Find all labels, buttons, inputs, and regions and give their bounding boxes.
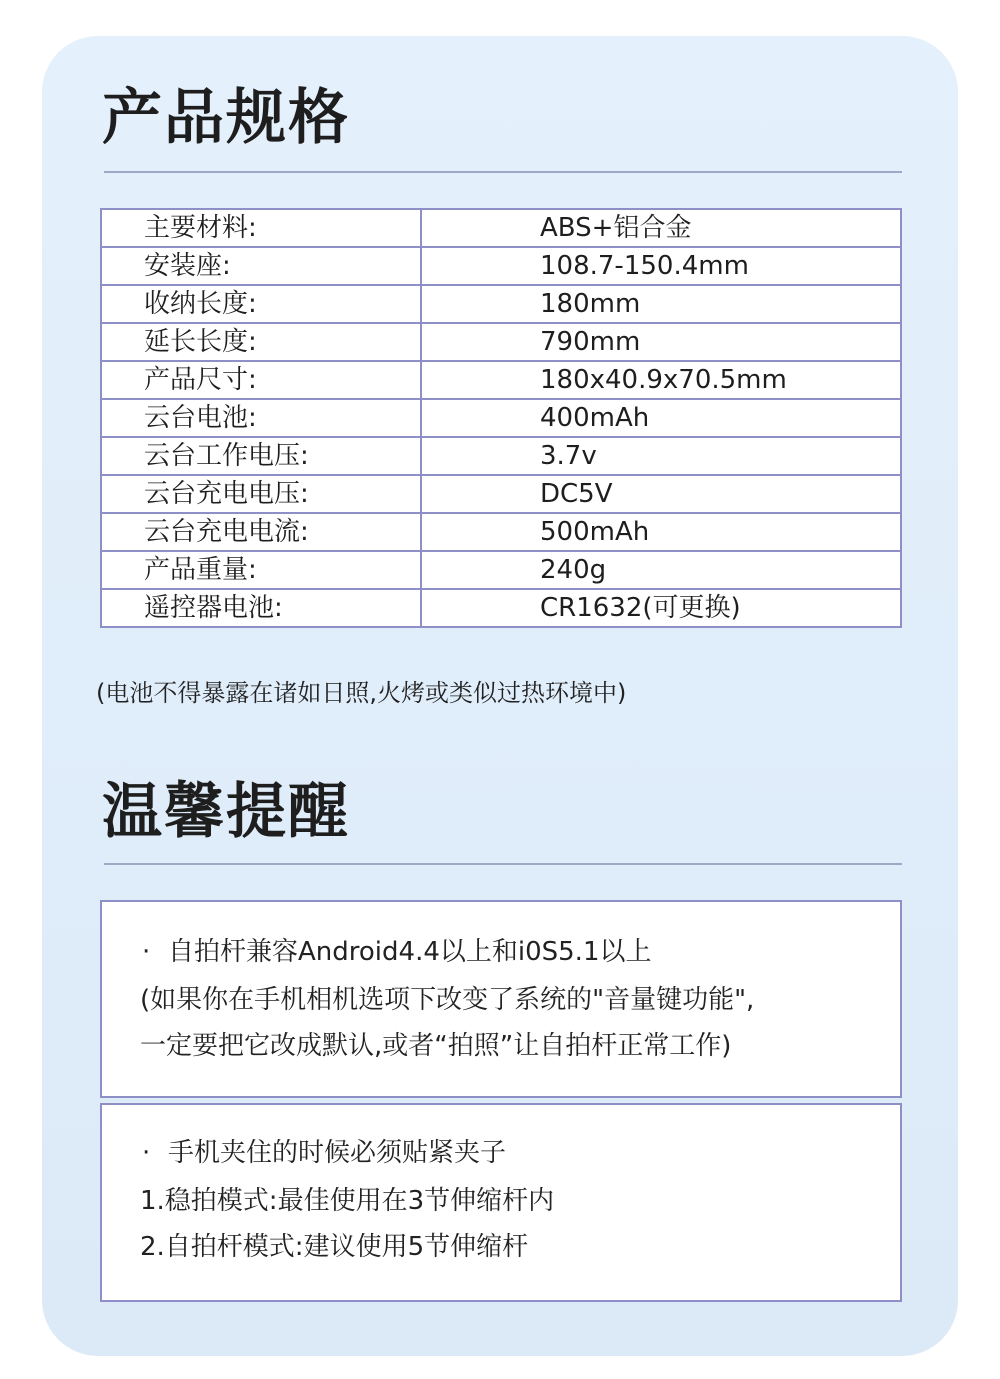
spec-label: 云台工作电压: [101,437,421,475]
spec-row [101,589,901,627]
tips-title-divider [104,863,902,865]
tips-section-title: 温馨提醒 [102,777,350,847]
spec-label: 云台充电电流: [101,513,421,551]
spec-value: 790mm [421,323,901,361]
spec-row [101,247,901,285]
spec-value: 180x40.9x70.5mm [421,361,901,399]
spec-value: DC5V [421,475,901,513]
spec-value: 3.7v [421,437,901,475]
tip-box-usage-line-2: 1.稳拍模式:最佳使用在3节伸缩杆内 [140,1186,555,1216]
spec-label: 产品尺寸: [101,361,421,399]
tip-box-usage-line-1 [142,1135,506,1171]
spec-value: 180mm [421,285,901,323]
tip-box-usage [100,1103,902,1302]
compatibility-text: 自拍杆兼容Android4.4以上和i0S5.1以上 [168,937,652,967]
spec-label: 延长长度: [101,323,421,361]
spec-table [100,208,902,628]
spec-label: 主要材料: [101,209,421,247]
spec-value: ABS+铝合金 [421,209,901,247]
spec-label: 产品重量: [101,551,421,589]
clamp-text: 手机夹住的时候必须贴紧夹子 [168,1138,507,1168]
tip-box-compatibility-line-1 [142,934,652,970]
spec-row [101,551,901,589]
spec-value: 400mAh [421,399,901,437]
spec-row [101,399,901,437]
spec-value: CR1632(可更换) [421,589,901,627]
spec-row [101,437,901,475]
spec-row [101,475,901,513]
spec-title-divider [104,171,902,173]
spec-value: 240g [421,551,901,589]
spec-row [101,361,901,399]
spec-row [101,323,901,361]
spec-value: 108.7-150.4mm [421,247,901,285]
tip-box-compatibility-line-2: (如果你在手机相机选项下改变了系统的"音量键功能", [140,985,755,1015]
tip-box-compatibility [100,900,902,1098]
tip-box-usage-line-3: 2.自拍杆模式:建议使用5节伸缩杆 [140,1232,529,1262]
spec-label: 云台电池: [101,399,421,437]
tip-box-compatibility-line-3: 一定要把它改成默认,或者“拍照”让自拍杆正常工作) [140,1031,732,1061]
spec-section-title: 产品规格 [102,83,350,153]
bullet-dot: · [142,937,151,967]
spec-label: 云台充电电压: [101,475,421,513]
spec-value: 500mAh [421,513,901,551]
spec-row [101,209,901,247]
bullet-dot: · [142,1138,151,1168]
spec-label: 收纳长度: [101,285,421,323]
spec-label: 安装座: [101,247,421,285]
spec-label: 遥控器电池: [101,589,421,627]
spec-row [101,513,901,551]
spec-row [101,285,901,323]
battery-warning-note: (电池不得暴露在诸如日照,火烤或类似过热环境中) [96,679,627,707]
